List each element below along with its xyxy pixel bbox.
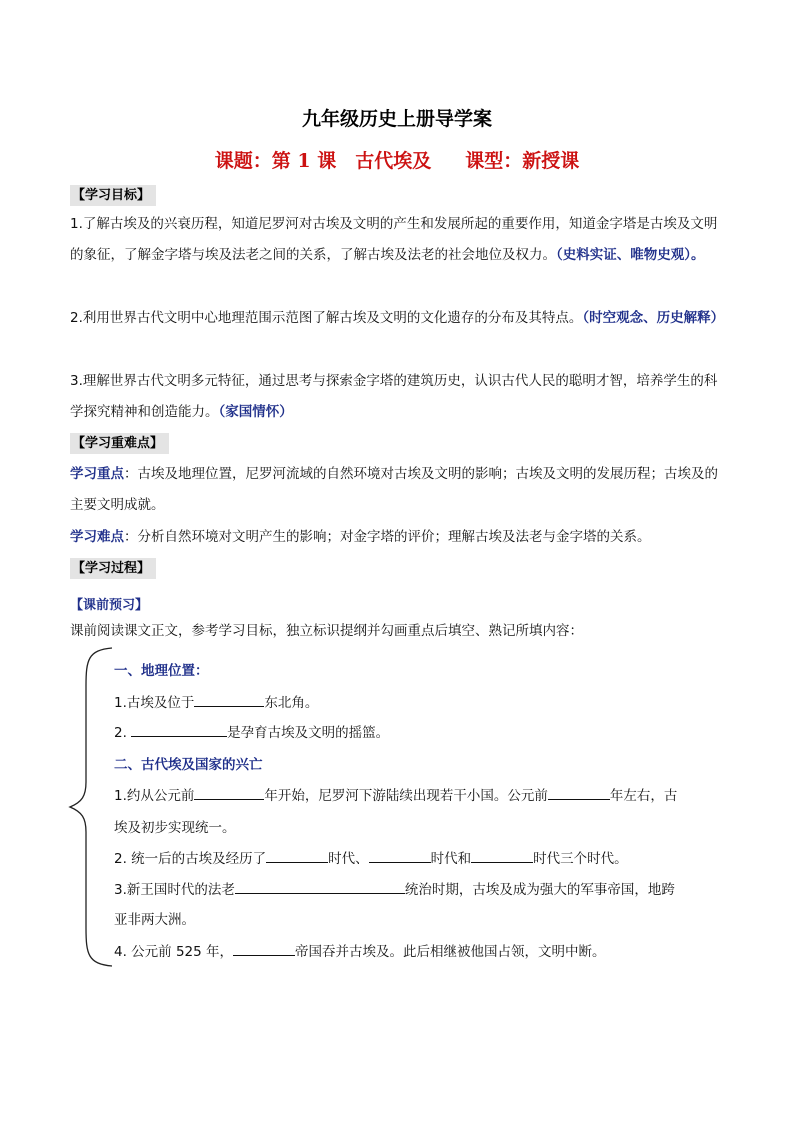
q6-text-a: 4. 公元前 525 年， [114, 944, 234, 960]
q3-blank-2[interactable] [548, 785, 610, 800]
q1-blank[interactable] [194, 692, 264, 707]
objective-3 [70, 366, 730, 428]
question-4 [114, 846, 714, 872]
page-title: 九年级历史上册导学案 [301, 108, 492, 130]
q3-text-a: 1.约从公元前 [114, 788, 195, 804]
q4-blank-1[interactable] [266, 848, 328, 863]
preview-intro: 课前阅读课文正文，参考学习目标，独立标识提纲并勾画重点后填空、熟记所填内容： [70, 623, 583, 639]
question-6 [114, 939, 714, 965]
objectives-label: 【学习目标】 [70, 185, 156, 206]
question-5-cont: 亚非两大洲。 [114, 912, 195, 928]
q1-text-b: 东北角。 [264, 695, 319, 711]
focus-text: ：古埃及地理位置，尼罗河流域的自然环境对古埃及文明的影响；古埃及文明的发展历程；古埃及的主要文明成就。 [70, 466, 718, 513]
question-3-cont: 埃及初步实现统一。 [114, 820, 236, 836]
q4-blank-3[interactable] [471, 848, 533, 863]
question-2 [114, 720, 714, 746]
lesson-type: 课型：新授课 [465, 150, 580, 172]
part1-title: 一、地理位置： [114, 663, 209, 679]
difficulty-text: ：分析自然环境对文明产生的影响；对金字塔的评价；理解古埃及法老与金字塔的关系。 [124, 529, 651, 545]
lesson-topic: 课题：第 1 课 古代埃及 [214, 150, 432, 172]
q4-text-a: 2. 统一后的古埃及经历了 [114, 851, 267, 867]
q4-text-b: 时代、 [328, 851, 369, 867]
objective-3-text: 3.理解世界古代文明多元特征，通过思考与探索金字塔的建筑历史，认识古代人民的聪明才智，培养学生的科学探究精神和创造能力。 [70, 373, 718, 420]
objective-2-tag: （时空观念、历史解释） [582, 310, 725, 326]
objective-1 [70, 209, 730, 271]
question-5 [114, 877, 714, 903]
focus-label: 学习重点 [70, 466, 124, 482]
question-3 [114, 783, 714, 809]
q1-text-a: 1.古埃及位于 [114, 695, 195, 711]
q3-blank-1[interactable] [194, 785, 264, 800]
q3-text-b: 年开始，尼罗河下游陆续出现若干小国。公元前 [264, 788, 548, 804]
q4-text-d: 时代三个时代。 [533, 851, 628, 867]
q5-text-a: 3.新王国时代的法老 [114, 882, 235, 898]
q6-text-b: 帝国吞并古埃及。此后相继被他国占领，文明中断。 [295, 944, 606, 960]
q3-text-c: 年左右，古 [609, 788, 678, 804]
q6-blank[interactable] [233, 941, 295, 956]
difficulty-label: 学习难点 [70, 529, 124, 545]
key-points-label: 【学习重难点】 [70, 433, 169, 454]
q2-blank[interactable] [131, 722, 227, 737]
objective-2 [70, 303, 730, 334]
objective-1-tag: （史料实证、唯物史观）。 [556, 247, 705, 263]
process-label: 【学习过程】 [70, 558, 156, 579]
q4-text-c: 时代和 [430, 851, 472, 867]
objective-2-text: 2.利用世界古代文明中心地理范围示范图了解古埃及文明的文化遗存的分布及其特点。 [70, 310, 583, 326]
difficulty-paragraph [70, 522, 730, 553]
q5-text-b: 统治时期，古埃及成为强大的军事帝国，地跨 [404, 882, 675, 898]
focus-paragraph [70, 459, 730, 521]
left-brace-icon [68, 646, 118, 968]
q2-text-b: 是孕育古埃及文明的摇篮。 [227, 725, 390, 741]
lesson-subtitle [0, 146, 794, 173]
part2-title: 二、古代埃及国家的兴亡 [114, 757, 263, 773]
preview-label: 【课前预习】 [70, 598, 149, 613]
objective-3-tag: （家国情怀） [218, 404, 293, 420]
q4-blank-2[interactable] [369, 848, 431, 863]
question-1 [114, 690, 714, 716]
q5-blank[interactable] [235, 879, 405, 894]
objective-1-text: 1.了解古埃及的兴衰历程，知道尼罗河对古埃及文明的产生和发展所起的重要作用，知道金字塔是古埃及文明的象征，了解金字塔与埃及法老之间的关系，了解古埃及法老的社会地位及权力。 [70, 216, 718, 263]
q2-text-a: 2. [114, 725, 132, 741]
